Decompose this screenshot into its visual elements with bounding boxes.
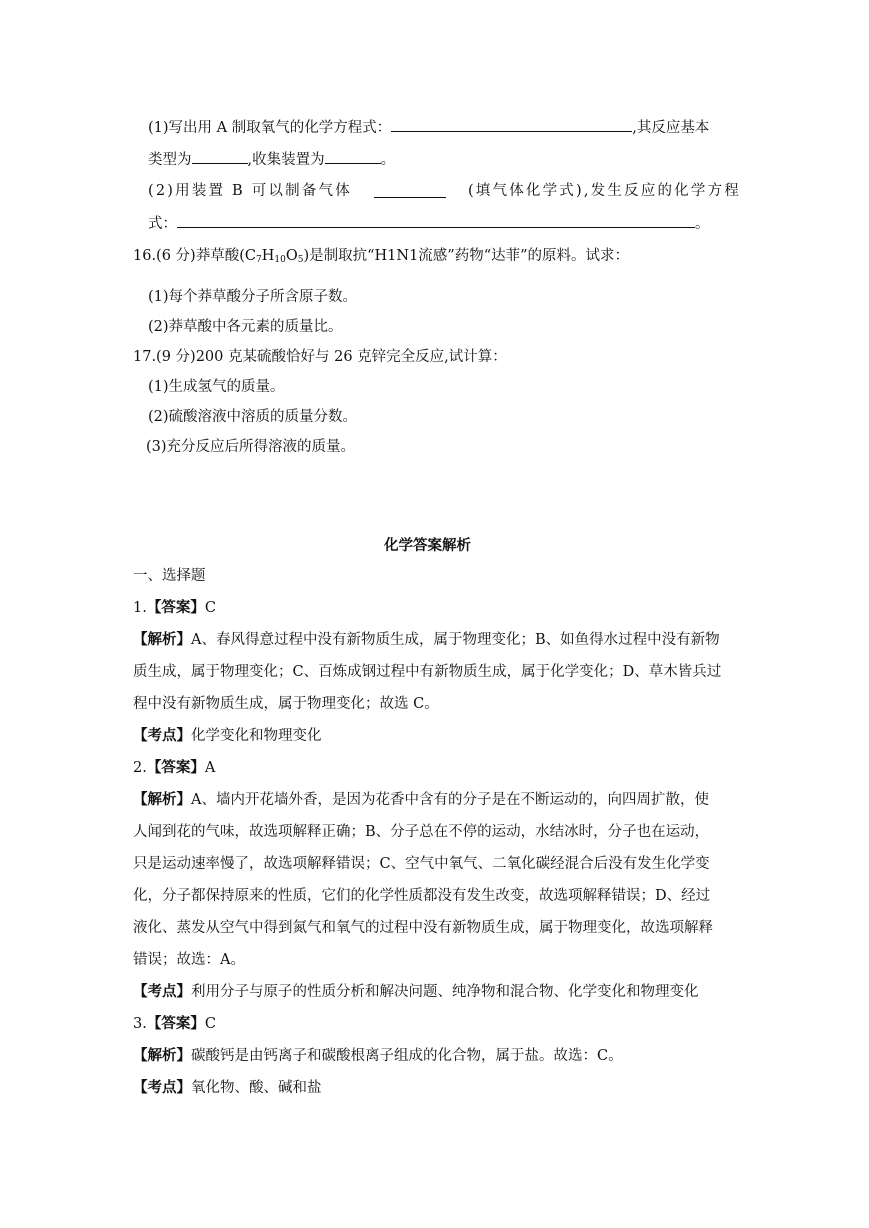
q15-part1-line2 (148, 149, 395, 170)
analysis-3-line1 (133, 1046, 623, 1066)
q15-part2-line1 (148, 181, 741, 201)
answer-3-label: 【答案】 (146, 1016, 205, 1032)
answers-title: 化学答案解析 (384, 538, 471, 554)
analysis-2-line4: 化，分子都保持原来的性质，它们的化学性质都没有发生改变，故选项解释错误；D、经过 (133, 888, 711, 904)
analysis-2-line3: 只是运动速率慢了，故选项解释错误；C、空气中氧气、二氧化碳经混合后没有发生化学变 (133, 856, 710, 872)
analysis-2-line5: 液化、蒸发从空气中得到氮气和氧气的过程中没有新物质生成，属于物理变化，故选项解释 (133, 920, 713, 936)
point-2-label: 【考点】 (133, 984, 191, 1000)
formula-o-sub: 5 (297, 255, 304, 265)
point-2-line (133, 982, 699, 1002)
analysis-2-text1: A、墙内开花墙外香，是因为花香中含有的分子是在不断运动的，向四周扩散，使 (191, 792, 709, 808)
answer-1-number: 1. (133, 600, 147, 616)
answer-2-line (133, 758, 215, 778)
point-3-line (133, 1078, 322, 1098)
q15-reaction-type-blank (192, 149, 248, 164)
answer-2-value: A (204, 760, 216, 776)
analysis-1-label: 【解析】 (133, 632, 191, 648)
formula-o: O (285, 248, 298, 264)
q17-sub1: (1)生成氢气的质量。 (148, 379, 285, 395)
formula-c: C (244, 248, 256, 264)
q15-part1-text-c: 类型为 (148, 152, 192, 168)
answer-2-number: 2. (133, 760, 147, 776)
analysis-1-line2: 质生成，属于物理变化；C、百炼成钢过程中有新物质生成，属于化学变化；D、草木皆兵过 (133, 664, 722, 680)
formula-h-sub: 10 (274, 255, 286, 265)
q15-part2-text-c: 式： (148, 216, 177, 232)
q15-part1-text-d: ,收集装置为 (247, 152, 325, 168)
q17-heading: 17.(9 分)200 克某硫酸恰好与 26 克锌完全反应,试计算： (133, 349, 507, 365)
answer-1-label: 【答案】 (146, 600, 205, 616)
answer-3-value: C (204, 1016, 216, 1032)
answer-1-line (133, 598, 216, 618)
answer-1-value: C (204, 600, 216, 616)
q15-part2-text-d: 。 (695, 216, 710, 232)
q15-part1-line1 (148, 117, 709, 138)
analysis-1-line1 (133, 630, 720, 650)
q16-heading-a: 16.(6 分)莽草酸( (133, 248, 245, 264)
formula-h: H (261, 248, 275, 264)
q17-sub3: (3)充分反应后所得溶液的质量。 (146, 439, 356, 455)
q15-part1-text-a: (1)写出用 A 制取氧气的化学方程式： (148, 120, 392, 136)
formula-c-sub: 7 (255, 255, 262, 265)
q15-part2-line2 (148, 213, 710, 234)
point-1-line (133, 726, 322, 746)
point-2-text: 利用分子与原子的性质分析和解决问题、纯净物和混合物、化学变化和物理变化 (191, 984, 699, 1000)
analysis-2-line2: 人闻到花的气味，故选项解释正确；B、分子总在不停的运动，水结冰时，分子也在运动， (133, 824, 710, 840)
point-1-text: 化学变化和物理变化 (191, 728, 322, 744)
q15-part1-text-b: ,其反应基本 (632, 120, 710, 136)
q17-sub2: (2)硫酸溶液中溶质的质量分数。 (148, 409, 358, 425)
q15-part1-text-e: 。 (380, 152, 396, 168)
q15-part2-text-a: (2)用装置 B 可以制备气体 (148, 183, 352, 199)
analysis-2-line6: 错误；故选：A。 (133, 952, 245, 968)
answer-3-number: 3. (133, 1016, 147, 1032)
analysis-1-text1: A、春风得意过程中没有新物质生成，属于物理变化；B、如鱼得水过程中没有新物 (191, 632, 720, 648)
point-1-label: 【考点】 (133, 728, 191, 744)
q15-equation2-blank (177, 213, 695, 228)
answer-2-label: 【答案】 (146, 760, 205, 776)
q15-part2-text-b: (填气体化学式),发生反应的化学方程 (467, 183, 741, 199)
section-heading: 一、选择题 (133, 568, 206, 584)
q16-heading (133, 246, 629, 266)
analysis-3-text1: 碳酸钙是由钙离子和碳酸根离子组成的化合物，属于盐。故选：C。 (191, 1048, 623, 1064)
q15-collect-device-blank (325, 149, 381, 164)
answer-3-line (133, 1014, 216, 1034)
analysis-1-line3: 程中没有新物质生成，属于物理变化；故选 C。 (133, 696, 439, 712)
q15-gas-blank (374, 183, 446, 198)
q15-equation-blank (391, 117, 632, 132)
q16-sub2: (2)莽草酸中各元素的质量比。 (148, 319, 343, 335)
analysis-2-line1 (133, 790, 709, 810)
point-3-label: 【考点】 (133, 1080, 191, 1096)
analysis-2-label: 【解析】 (133, 792, 191, 808)
q16-heading-b: )是制取抗“H1N1流感”药物“达菲”的原料。试求： (303, 248, 630, 264)
q16-sub1: (1)每个莽草酸分子所含原子数。 (148, 289, 358, 305)
analysis-3-label: 【解析】 (133, 1048, 191, 1064)
point-3-text: 氧化物、酸、碱和盐 (191, 1080, 322, 1096)
